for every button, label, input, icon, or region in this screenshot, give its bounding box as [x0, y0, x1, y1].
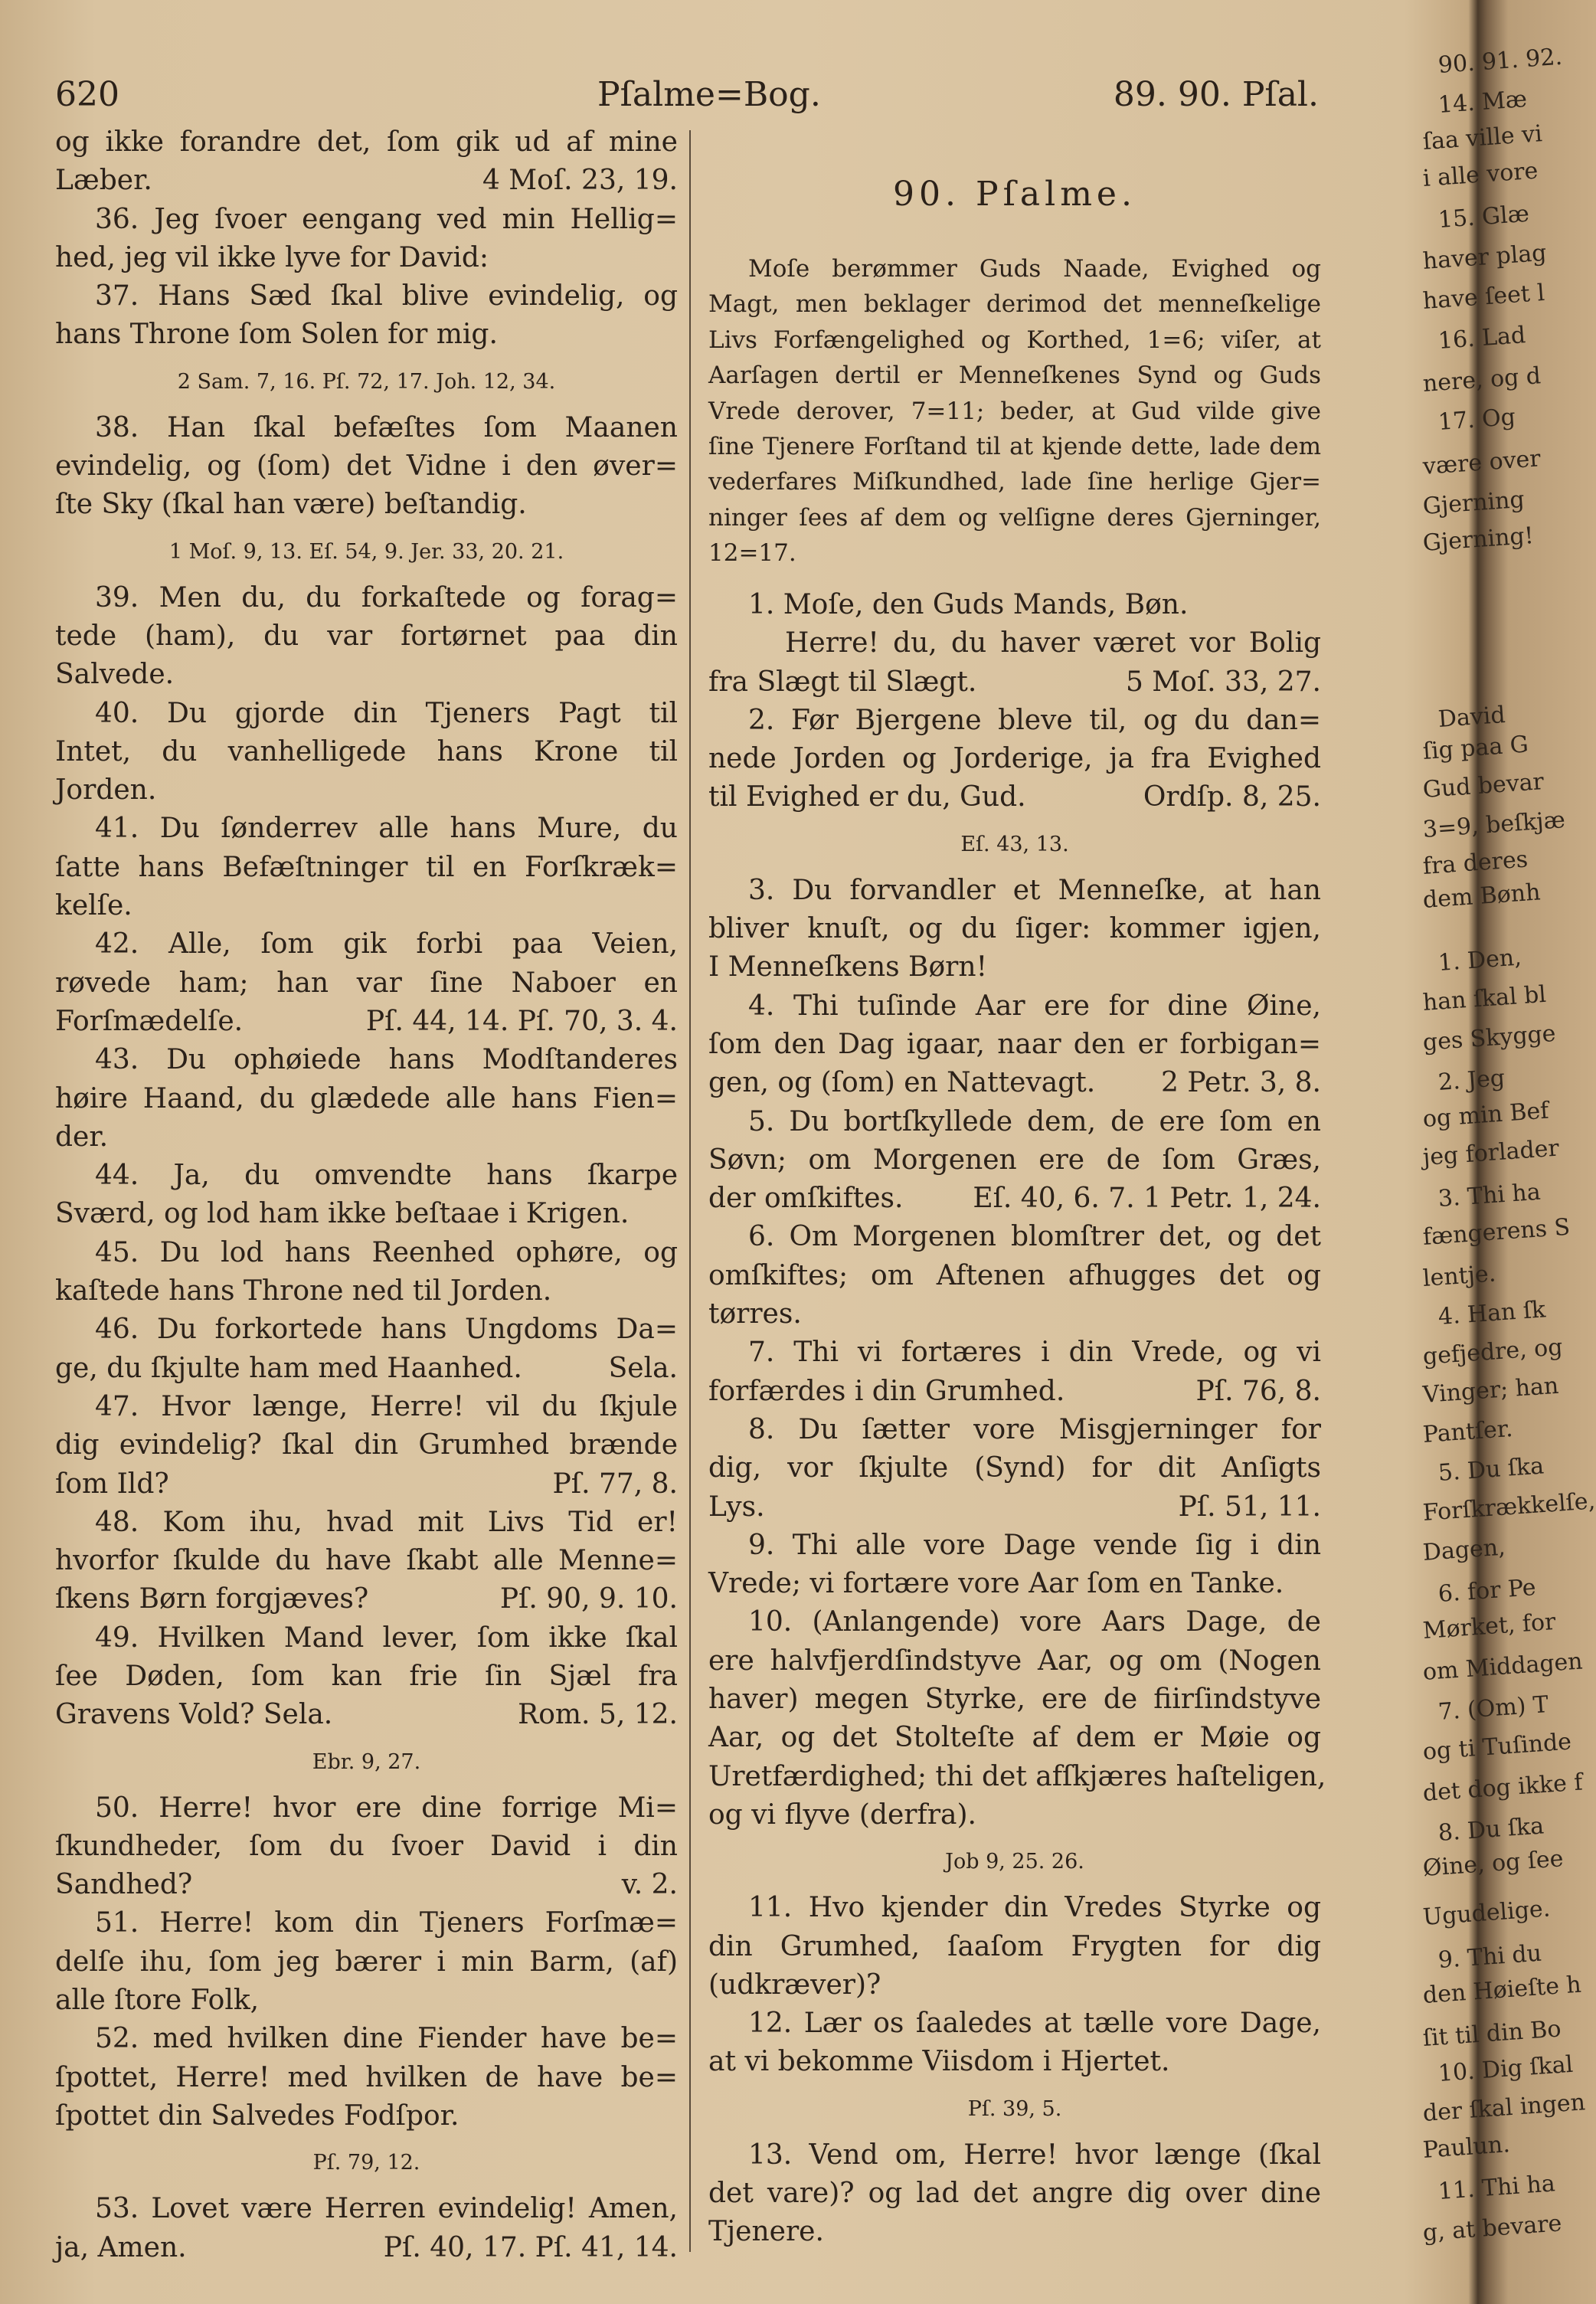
verse-start-line: 2. Før Bjergene bleve til, og du dan=: [748, 704, 1321, 736]
next-page-fragment: David: [1437, 701, 1506, 733]
verse-start-line: 50. Herre! hvor ere dine forrige Mi=: [95, 1792, 678, 1824]
verse-start-line: 7. Thi vi fortæres i din Vrede, og vi: [748, 1337, 1321, 1369]
next-page-fragment: ſig paa G: [1421, 731, 1529, 765]
verse-start-line: 51. Herre! kom din Tjeners Forſmæ=: [95, 1907, 678, 1939]
text-line: [708, 1180, 1321, 1218]
text-line: tede (ham), du var fortørnet paa din: [55, 620, 678, 652]
verse-start-line: 40. Du gjorde din Tjeners Pagt til: [95, 697, 678, 729]
text-line: dig, vor ſkjulte (Synd) for dit Anſigts: [708, 1452, 1321, 1484]
next-page-fragment: fra deres: [1421, 846, 1529, 880]
verse-start-line: 9. Thi alle vore Dage vende ſig i din: [748, 1529, 1321, 1561]
scripture-reference: Pſ. 79, 12.: [312, 2151, 420, 2175]
verse-start-line: 8. Du ſætter vore Misgjerninger for: [748, 1413, 1321, 1445]
next-page-fragment: 90. 91. 92.: [1437, 43, 1564, 79]
scripture-reference: 1 Moſ. 9, 13. Eſ. 54, 9. Jer. 33, 20. 21.: [168, 539, 564, 564]
text-line: Jorden.: [55, 774, 157, 807]
next-page-fragment: Gjerning!: [1421, 522, 1535, 557]
inline-reference: 5 Moſ. 33, 27.: [1125, 666, 1321, 698]
inline-reference: Pſ. 44, 14. Pſ. 70, 3. 4.: [365, 1005, 678, 1037]
line-text: Forſmædelſe.: [55, 1005, 244, 1037]
line-text: Sandhed?: [55, 1869, 193, 1901]
inline-reference: v. 2.: [621, 1869, 678, 1901]
inline-reference: 4 Moſ. 23, 19.: [482, 165, 678, 197]
text-line: Vrede; vi fortære vore Aar ſom en Tanke.: [708, 1568, 1284, 1600]
text-line: Aar, og det Stolteſte af dem er Møie og: [708, 1722, 1321, 1754]
scripture-reference: Pſ. 39, 5.: [967, 2096, 1062, 2121]
next-page-fragment: have ſeet l: [1421, 279, 1546, 315]
text-line: Uretfærdighed; thi det afſkjæres haſteligen,: [708, 1760, 1326, 1792]
verse-start-line: 41. Du ſønderrev alle hans Mure, du: [95, 813, 678, 845]
verse-start-line: 6. Om Morgenen blomſtrer det, og det: [748, 1221, 1321, 1253]
text-line: ſatte hans Befæſtninger til en Forſkræk=: [55, 851, 678, 883]
text-line: Søvn; om Morgenen ere de ſom Græs,: [708, 1144, 1321, 1176]
line-text: der omſkiftes.: [708, 1183, 904, 1215]
next-page-fragment: Vinger; han: [1421, 1372, 1560, 1409]
inline-reference: Ordſp. 8, 25.: [1143, 781, 1321, 813]
verse-start-line: 39. Men du, du forkaſtede og forag=: [95, 581, 678, 614]
text-line: [55, 1350, 678, 1388]
text-line: tørres.: [708, 1298, 802, 1330]
verse-start-line: 43. Du ophøiede hans Modſtanderes: [95, 1044, 678, 1076]
text-line: [708, 1064, 1321, 1102]
verse-start-line: 49. Hvilken Mand lever, ſom ikke ſkal: [95, 1622, 678, 1654]
text-line: omſkiftes; om Aftenen afhugges det og: [708, 1259, 1321, 1291]
verse-start-line: 45. Du lod hans Reenhed ophøre, og: [95, 1236, 678, 1268]
text-line: Sværd, og lod ham ikke beſtaae i Krigen.: [55, 1198, 630, 1230]
inline-reference: Pſ. 76, 8.: [1195, 1375, 1321, 1407]
verse-start-line: 47. Hvor længe, Herre! vil du ſkjule: [95, 1390, 678, 1422]
text-line: Salvede.: [55, 659, 175, 691]
next-page-fragment: haver plag: [1421, 239, 1548, 275]
verse-start-line: 48. Kom ihu, hvad mit Livs Tid er!: [95, 1506, 678, 1538]
next-page-fragment: Forſkrækkelſe,: [1421, 1487, 1596, 1527]
text-line: [708, 663, 1321, 702]
verse-start-line: 38. Han ſkal befæſtes ſom Maanen: [95, 411, 678, 443]
text-line: Intet, du vanhelligede hans Krone til: [55, 735, 678, 767]
summary-line: Aarſagen dertil er Menneſkenes Synd og Guds: [708, 362, 1321, 390]
verse-start-line: 11. Hvo kjender din Vredes Styrke og: [748, 1892, 1321, 1924]
text-line: nede Jorden og Jorderige, ja fra Evighed: [708, 743, 1321, 775]
page-number: 620: [55, 75, 119, 114]
next-page-fragment: Øine, og ſee: [1421, 1845, 1565, 1882]
text-line: kaſtede hans Throne ned til Jorden.: [55, 1275, 552, 1307]
next-page-fragment: Ugudelige.: [1421, 1895, 1552, 1931]
next-page-fragment: ges Skygge: [1421, 1019, 1557, 1056]
summary-line: ſine Tjenere Forſtand til at kjende dette, lade dem: [708, 432, 1321, 460]
verse-start-line: 1. Moſe, den Guds Mands, Bøn.: [748, 589, 1189, 620]
scripture-reference: Ebr. 9, 27.: [312, 1749, 421, 1774]
inline-reference: Sela.: [608, 1352, 678, 1384]
next-page-fragment: Gjerning: [1421, 486, 1526, 520]
text-line: din Grumhed, ſaaſom Frygten for dig: [708, 1930, 1321, 1962]
text-line: [708, 1488, 1321, 1527]
text-line: der.: [55, 1121, 109, 1153]
verse-start-line: 52. med hvilken dine Fiender have be=: [95, 2023, 678, 2055]
next-page-fragment: jeg forlader: [1421, 1134, 1560, 1171]
next-page-fragment: 10. Dig ſkal: [1437, 2050, 1575, 2087]
inline-reference: Pſ. 40, 17. Pſ. 41, 14.: [383, 2231, 678, 2263]
text-line: ſee Døden, ſom kan frie ſin Sjæl fra: [55, 1660, 678, 1692]
text-line: Tjenere.: [708, 2216, 824, 2248]
summary-line: Livs Forfængelighed og Korthed, 1=6; viſer, at: [708, 326, 1321, 354]
verse-start-line: 10. (Anlangende) vore Aars Dage, de: [748, 1606, 1321, 1638]
scripture-reference: Job 9, 25. 26.: [945, 1850, 1084, 1874]
verse-start-line: 44. Ja, du omvendte hans ſkarpe: [95, 1160, 678, 1192]
line-text: gen, og (ſom) en Nattevagt.: [708, 1067, 1096, 1099]
next-page-fragment: og ti Tuſinde: [1421, 1728, 1573, 1766]
text-line: ere halvfjerdſindstyve Aar, og om (Nogen: [708, 1645, 1321, 1677]
next-page-fragment: ſaa ville vi: [1421, 120, 1543, 155]
next-page-fragment: 2. Jeg: [1437, 1064, 1506, 1096]
text-line: høire Haand, du glædede alle hans Fien=: [55, 1082, 678, 1114]
text-line: [55, 1465, 678, 1504]
verse-start-line: 4. Thi tuſinde Aar ere for dine Øine,: [748, 990, 1321, 1022]
text-line: evindelig, og (ſom) det Vidne i den øver=: [55, 450, 678, 483]
next-page-fragment: ſit til din Bo: [1421, 2015, 1562, 2052]
line-text: ja, Amen.: [55, 2231, 187, 2263]
line-text: Gravens Vold? Sela.: [55, 1699, 333, 1731]
line-text: ſom Ild?: [55, 1468, 169, 1500]
verse-start-line: 46. Du forkortede hans Ungdoms Da=: [95, 1314, 678, 1346]
next-page-fragment: 1. Den,: [1437, 944, 1522, 977]
verse-start-line: Herre! du, du haver været vor Bolig: [785, 627, 1321, 659]
next-page-fragment: 11. Thi ha: [1437, 2170, 1556, 2205]
next-page-fragment: g, at bevare: [1421, 2210, 1563, 2247]
text-line: [55, 2229, 678, 2267]
summary-line: Moſe berømmer Guds Naade, Evighed og: [748, 255, 1321, 283]
verse-start-line: 53. Lovet være Herren evindelig! Amen,: [95, 2193, 678, 2225]
text-line: haver) megen Styrke, ere de fiirſindstyve: [708, 1684, 1321, 1716]
psalm-range: 89. 90. Pſal.: [1113, 75, 1319, 114]
next-page-fragment: 16. Lad: [1437, 322, 1527, 355]
psalm-summary: [708, 251, 1321, 571]
text-line: alle ſtore Folk,: [55, 1985, 260, 2017]
line-text: ge, du ſkjulte ham med Haanhed.: [55, 1352, 522, 1384]
next-page-fragment: der ſkal ingen: [1421, 2089, 1587, 2127]
text-line: ſom den Dag igaar, naar den er forbigan=: [708, 1028, 1321, 1060]
text-line: og ikke forandre det, ſom gik ud af mine: [55, 126, 678, 158]
verse-start-line: 3. Du forvandler et Menneſke, at han: [748, 874, 1321, 906]
verse-start-line: 13. Vend om, Herre! hvor længe (ſkal: [748, 2139, 1321, 2171]
inline-reference: Rom. 5, 12.: [518, 1699, 678, 1731]
next-page-fragment: 14. Mæ: [1437, 85, 1529, 119]
next-page-fragment: 4. Han ſk: [1437, 1296, 1547, 1330]
text-line: hed, jeg vil ikke lyve for David:: [55, 241, 489, 273]
summary-line: Vrede derover, 7=11; beder, at Gud vilde give: [708, 397, 1321, 425]
scripture-reference: Eſ. 43, 13.: [960, 832, 1069, 856]
line-text: ſkens Børn forgjæves?: [55, 1583, 369, 1615]
verse-start-line: 36. Jeg ſvoer eengang ved min Hellig=: [95, 203, 678, 235]
next-page-fragment: Paulun.: [1421, 2131, 1511, 2164]
next-page-fragment: gefjedre, og: [1421, 1334, 1564, 1370]
next-page-fragment: være over: [1421, 445, 1542, 480]
text-line: røvede ham; han var ſine Naboer en: [55, 967, 678, 999]
summary-line: vederfares Miſkundhed, lade ſine herlige Gjer=: [708, 468, 1321, 496]
line-text: fra Slægt til Slægt.: [708, 666, 977, 698]
text-line: det vare)? og lad det angre dig over dine: [708, 2177, 1321, 2209]
summary-line: ninger ſees af dem og velſigne deres Gjerninger,: [708, 503, 1321, 532]
next-page-fragment: nere, og d: [1421, 362, 1542, 398]
next-page-fragment: 7. (Om) T: [1437, 1690, 1550, 1726]
verse-start-line: 12. Lær os ſaaledes at tælle vore Dage,: [748, 2008, 1321, 2040]
inline-reference: Pſ. 51, 11.: [1178, 1491, 1321, 1523]
verse-start-line: 37. Hans Sæd ſkal blive evindelig, og: [95, 280, 678, 313]
verse-start-line: 5. Du bortſkyllede dem, de ere ſom en: [748, 1105, 1321, 1137]
next-page-fragment: 5. Du ſka: [1437, 1452, 1545, 1487]
running-title: Pſalme=Bog.: [597, 75, 821, 114]
next-page-fragment: dem Bønh: [1421, 879, 1542, 914]
next-page-fragment: Pantſer.: [1421, 1415, 1514, 1448]
text-line: hans Throne ſom Solen for mig.: [55, 319, 498, 351]
next-page-fragment: 3. Thi ha: [1437, 1178, 1542, 1213]
text-line: ſpottet, Herre! med hvilken de have be=: [55, 2061, 678, 2093]
next-page-fragment: fængerens S: [1421, 1213, 1571, 1251]
next-page-fragment: lentje.: [1421, 1260, 1497, 1292]
text-line: [55, 162, 678, 200]
text-line: [708, 778, 1321, 817]
line-text: forfærdes i din Grumhed.: [708, 1375, 1065, 1407]
text-line: [55, 1003, 678, 1041]
psalm-title: 90. Pſalme.: [893, 175, 1136, 214]
line-text: Læber.: [55, 165, 152, 197]
next-page-fragment: og min Bef: [1421, 1097, 1550, 1133]
next-page-fragment: 9. Thi du: [1437, 1939, 1543, 1974]
text-line: (udkræver)?: [708, 1969, 881, 2001]
text-line: kelſe.: [55, 890, 132, 922]
text-line: delſe ihu, ſom jeg bærer i min Barm, (af): [55, 1946, 678, 1978]
text-line: [708, 1373, 1321, 1411]
text-line: og vi flyve (derfra).: [708, 1798, 976, 1831]
next-page-fragment: 17. Og: [1437, 403, 1517, 436]
text-line: ſte Sky (ſkal han være) beſtandig.: [55, 489, 527, 521]
scripture-reference: 2 Sam. 7, 16. Pſ. 72, 17. Joh. 12, 34.: [177, 369, 556, 394]
column-divider: [689, 130, 691, 2252]
next-page-fragment: om Middagen: [1421, 1648, 1584, 1686]
text-line: I Menneſkens Børn!: [708, 951, 988, 983]
next-page-fragment: Gud bevar: [1421, 768, 1545, 803]
inline-reference: Pſ. 90, 9. 10.: [499, 1583, 678, 1615]
next-page-edge: [1421, 0, 1596, 2304]
next-page-fragment: 15. Glæ: [1437, 200, 1530, 234]
verse-start-line: 42. Alle, ſom gik forbi paa Veien,: [95, 928, 678, 961]
next-page-fragment: i alle vore: [1421, 157, 1539, 192]
inline-reference: 2 Petr. 3, 8.: [1160, 1067, 1321, 1099]
next-page-fragment: han ſkal bl: [1421, 980, 1547, 1016]
next-page-fragment: den Høieſte h: [1421, 1971, 1582, 2009]
inline-reference: Pſ. 77, 8.: [552, 1468, 678, 1500]
psalm-verses: [708, 586, 1326, 2252]
next-page-fragment: 6. for Pe: [1437, 1574, 1537, 1608]
text-line: [55, 1866, 678, 1904]
text-line: dig evindelig? ſkal din Grumhed brænde: [55, 1429, 678, 1461]
line-text: Lys.: [708, 1491, 765, 1523]
next-page-fragment: 8. Du ſka: [1437, 1812, 1545, 1847]
text-line: hvorfor ſkulde du have ſkabt alle Menne=: [55, 1545, 678, 1577]
next-page-fragment: 3=9, beſkjæ: [1421, 807, 1566, 843]
summary-line: Magt, men beklager derimod det menneſkelige: [708, 290, 1321, 319]
text-line: bliver knuſt, og du ſiger: kommer igjen,: [708, 913, 1321, 945]
next-page-fragment: Dagen,: [1421, 1533, 1506, 1566]
text-line: ſkundheder, ſom du ſvoer David i din: [55, 1830, 678, 1862]
left-column: [55, 123, 678, 2267]
summary-line: 12=17.: [708, 539, 796, 568]
text-line: [55, 1580, 678, 1618]
text-line: ſpottet din Salvedes Fodſpor.: [55, 2099, 460, 2132]
next-page-fragment: Mørket, for: [1421, 1608, 1557, 1645]
next-page-fragment: det dog ikke f: [1421, 1769, 1584, 1807]
text-line: [55, 1696, 678, 1734]
text-line: at vi bekomme Viisdom i Hjertet.: [708, 2046, 1170, 2078]
line-text: til Evighed er du, Gud.: [708, 781, 1026, 813]
inline-reference: Eſ. 40, 6. 7. 1 Petr. 1, 24.: [973, 1183, 1321, 1215]
